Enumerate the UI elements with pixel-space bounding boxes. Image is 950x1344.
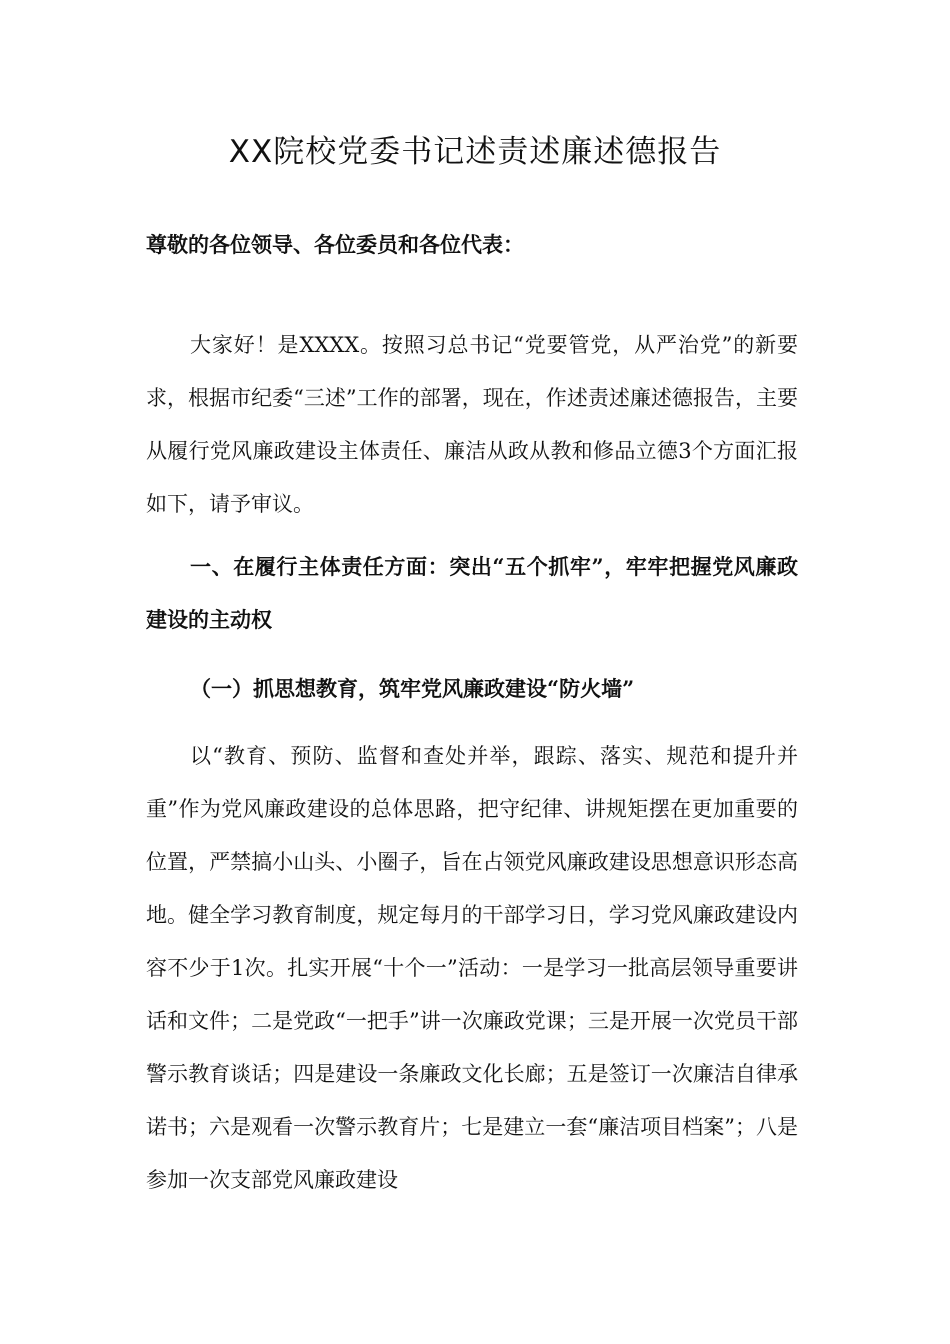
- section-heading: 一、在履行主体责任方面：突出“五个抓牢”，牢牢把握党风廉政建设的主动权: [146, 554, 798, 632]
- intro-paragraph: 大家好！是XXXX。按照习总书记“党要管党，从严治党”的新要求，根据市纪委“三述”工作的部署，现在，作述责述廉述德报告，主要从履行党风廉政建设主体责任、廉洁从政从教和修品立德3个方面汇报如下，请予审议。: [146, 333, 798, 516]
- salutation: 尊敬的各位领导、各位委员和各位代表：: [146, 232, 524, 257]
- document-title: XX院校党委书记述责述廉述德报告: [228, 134, 722, 170]
- subsection-heading: （一）抓思想教育，筑牢党风廉政建设“防火墙”: [190, 676, 635, 701]
- body-paragraph: 以“教育、预防、监督和查处并举，跟踪、落实、规范和提升并重”作为党风廉政建设的总体思路，把守纪律、讲规矩摆在更加重要的位置，严禁搞小山头、小圈子，旨在占领党风廉政建设思想意识形态高地。健全学习教育制度，规定每月的干部学习日，学习党风廉政建设内容不少于1次。扎实开展“十个一”活动：一是学习一批高层领导重要讲话和文件；二是党政“一把手”讲一次廉政党课；三是开展一次党员干部警示教育谈话；四是建设一条廉政文化长廊；五是签订一次廉洁自律承诺书；六是观看一次警示教育片；七是建立一套“廉洁项目档案”；八是参加一次支部党风廉政建设: [146, 744, 798, 1192]
